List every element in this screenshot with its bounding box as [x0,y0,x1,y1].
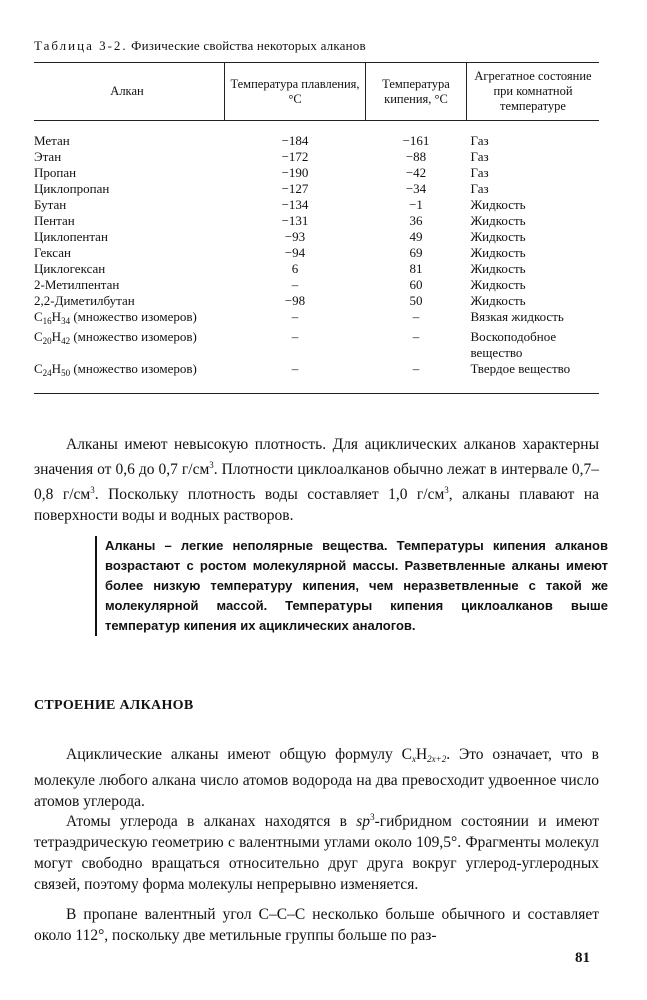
boiling-point: 49 [409,229,423,244]
state: Жидкость [470,245,526,260]
density-paragraph: Алканы имеют невысокую плотность. Для ациклических алканов характерны значения от 0,6 до 0,7 $г/см^3$. Плотности циклоалканов обычно лежат в интервале 0,7–0,8 $г/см^3$. Поскольку плотность воды составляет 1,0 $г/см^3$, алканы плавают на поверхности воды и водных растворов. [34,436,599,525]
table-row [34,277,599,293]
sp3-paragraph: Атомы углерода в алканах находятся в $sp^3$-гибридном состоянии и имеют тетраэдрическую геометрию с валентными углами около 109,5°. Фрагменты молекул могут свободно вращаться относительно друг друга вокруг углерод-углеродных связей, поэтому форма молекулы непрерывно изменяется. [34,812,599,894]
table-row [34,229,599,245]
boiling-point: −42 [405,165,427,180]
melting-point: 6 [291,261,299,276]
state: Жидкость [470,261,526,276]
state: Жидкость [470,293,526,308]
boiling-point: 36 [409,213,423,228]
summary-callout: Алканы – легкие неполярные вещества. Температуры кипения алканов возрастают с ростом молекулярной массы. Разветвленные алканы имеют более низкую температуру кипения, чем неразветвленные с такой же молекулярной массой. Температуры кипения циклоалканов выше температур кипения их ациклических аналогов. [95,536,608,636]
alkane-name: Этан [34,149,62,164]
table-header-row [34,63,599,121]
state: Жидкость [470,197,526,212]
table-row [34,309,599,329]
state: Газ [470,165,489,180]
table-row [34,181,599,197]
propane-paragraph: В пропане валентный угол С–С–С несколько больше обычного и составляет около 112°, поскольку две метильные группы больше по раз- [34,906,599,944]
melting-point: – [225,361,366,394]
alkane-name: Циклогексан [34,261,106,276]
header-alkane: Алкан [34,63,225,121]
melting-point: −184 [281,133,309,148]
state: Вязкая жидкость [470,309,564,324]
boiling-point: 81 [409,261,423,276]
state: Воскоподобное вещество [470,329,557,360]
section-heading: СТРОЕНИЕ АЛКАНОВ [34,698,194,713]
alkane-name: Циклопентан [34,229,108,244]
table-row [34,329,599,361]
alkane-name: Пропан [34,165,77,180]
boiling-point: 50 [409,293,423,308]
page-number: 81 [575,950,590,966]
boiling-point: 60 [409,277,423,292]
melting-point: −127 [281,181,309,196]
formula-paragraph: Ациклические алканы имеют общую формулу $C_xH_{2x+2}$. Это означает, что в молекуле любого алкана число атомов водорода на два превосходит удвоенное число атомов углерода. [34,746,599,810]
table-row [34,261,599,277]
alkane-name: Метан [34,133,70,148]
table-caption-title: Физические свойства некоторых алканов [131,38,366,53]
alkane-name: 2-Метилпентан [34,277,120,292]
melting-point: – [291,277,299,292]
boiling-point: −161 [402,133,430,148]
table-row [34,197,599,213]
table-row [34,121,599,150]
table-row [34,149,599,165]
melting-point: −94 [284,245,306,260]
alkane-name: $C_{16}H_{34}$ (множество изомеров) [34,309,197,326]
alkane-name: Циклопропан [34,181,110,196]
alkane-name: $C_{20}H_{42}$ (множество изомеров) [34,329,197,346]
state: Жидкость [470,229,526,244]
alkane-name: 2,2-Диметилбутан [34,293,135,308]
state: Газ [470,133,489,148]
state: Жидкость [470,213,526,228]
alkane-name: $C_{24}H_{50}$ (множество изомеров) [34,361,225,394]
boiling-point: −88 [405,149,427,164]
boiling-point: – [412,329,420,344]
melting-point: −131 [281,213,309,228]
melting-point: – [291,329,299,344]
table-row [34,213,599,229]
table-row [34,293,599,309]
melting-point: −93 [284,229,306,244]
table-row [34,245,599,261]
melting-point: −172 [281,149,309,164]
header-melting-point: Температура плавления, °С [225,63,366,121]
alkane-name: Пентан [34,213,75,228]
header-state: Агрегатное состояние при комнатной температуре [467,63,600,121]
alkane-name: Бутан [34,197,67,212]
table-caption [34,38,366,54]
melting-point: −134 [281,197,309,212]
state: Твердое вещество [467,361,600,394]
table-row [34,165,599,181]
boiling-point: −34 [405,181,427,196]
boiling-point: 69 [409,245,423,260]
melting-point: −190 [281,165,309,180]
melting-point: – [291,309,299,324]
melting-point: −98 [284,293,306,308]
header-boiling-point: Температура кипения, °С [366,63,467,121]
alkane-properties-table [34,62,599,394]
table-row [34,361,599,394]
state: Газ [470,149,489,164]
state: Жидкость [470,277,526,292]
state: Газ [470,181,489,196]
table-caption-label: Таблица 3-2. [34,38,128,53]
boiling-point: −1 [409,197,423,212]
boiling-point: – [366,361,467,394]
boiling-point: – [412,309,420,324]
alkane-name: Гексан [34,245,71,260]
